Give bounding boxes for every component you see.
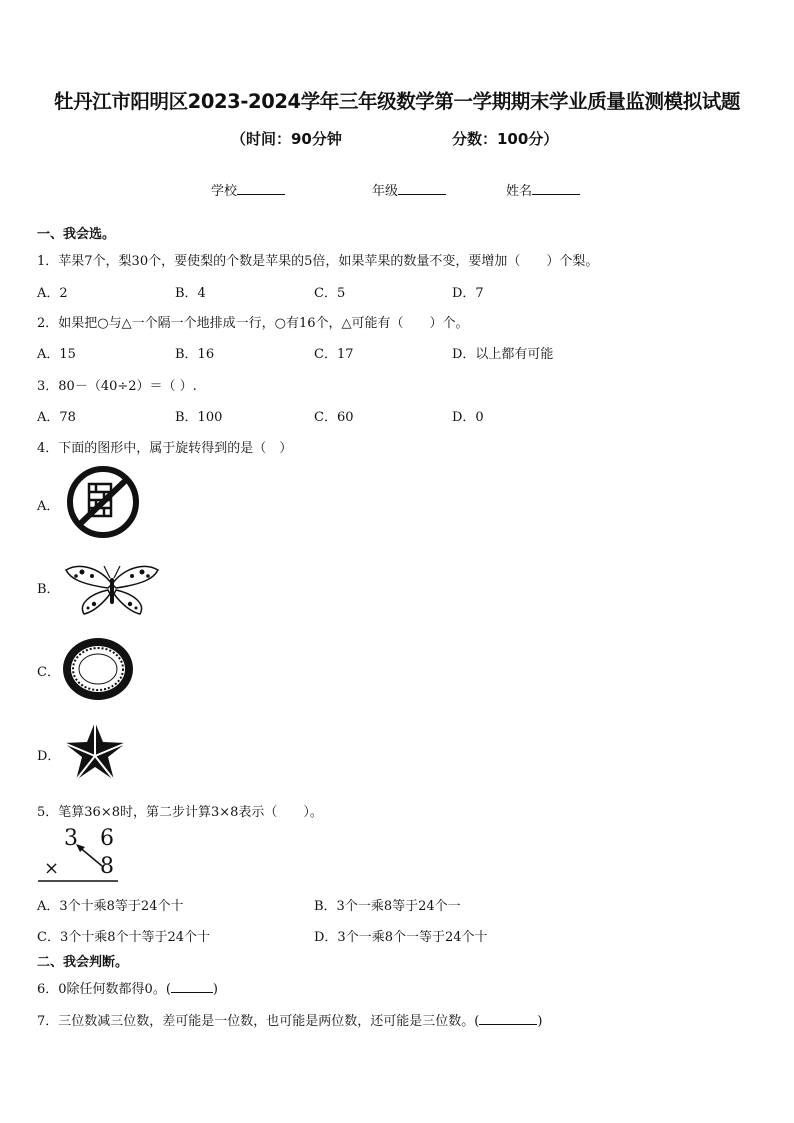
q3-option-d: D．0 bbox=[452, 410, 484, 425]
q7-close-paren: ) bbox=[537, 1014, 543, 1029]
q7-text: 7．三位数减三位数，差可能是一位数，也可能是两位数，还可能是三位数。( bbox=[37, 1014, 480, 1029]
q2-option-c: C．17 bbox=[314, 347, 354, 362]
vertical-multiplication bbox=[38, 828, 128, 884]
question-6 bbox=[37, 978, 218, 997]
calc-digit-8: 8 bbox=[100, 854, 114, 879]
question-3: 3．80－（40÷2）＝（ ）. bbox=[37, 379, 197, 394]
question-4: 4．下面的图形中，属于旋转得到的是（ ） bbox=[37, 441, 293, 456]
section-heading-judge: 二、我会判断。 bbox=[37, 955, 129, 970]
ring-figure bbox=[61, 636, 135, 702]
q5-option-c: C．3个十乘8个十等于24个十 bbox=[37, 930, 211, 945]
q6-text: 6．0除任何数都得0。( bbox=[37, 982, 171, 997]
section-heading-choice: 一、我会选。 bbox=[37, 227, 116, 242]
q3-option-a: A．78 bbox=[37, 410, 76, 425]
q4-label-c: C． bbox=[37, 665, 60, 680]
butterfly-figure bbox=[60, 556, 164, 618]
school-blank[interactable] bbox=[237, 181, 285, 195]
grade-field bbox=[372, 180, 446, 199]
q7-answer-blank[interactable] bbox=[479, 1011, 537, 1025]
q2-option-b: B．16 bbox=[175, 347, 215, 362]
calc-times-sign: × bbox=[44, 858, 60, 879]
page-title: 牡丹江市阳明区2023-2024学年三年级数学第一学期期末学业质量监测模拟试题 bbox=[53, 90, 741, 113]
calc-digit-6: 6 bbox=[100, 826, 114, 851]
q5-option-a: A．3个十乘8等于24个十 bbox=[37, 899, 184, 914]
q2-option-d: D．以上都有可能 bbox=[452, 347, 554, 362]
question-1: 1．苹果7个，梨30个，要使梨的个数是苹果的5倍，如果苹果的数量不变，要增加（ ）个梨。 bbox=[37, 254, 599, 269]
score-label: 分数：100分） bbox=[452, 130, 559, 148]
school-field bbox=[211, 180, 285, 199]
name-blank[interactable] bbox=[532, 181, 580, 195]
name-label: 姓名 bbox=[506, 184, 533, 199]
name-field bbox=[506, 180, 580, 199]
question-2: 2．如果把○与△一个隔一个地排成一行，○有16个，△可能有（ ）个。 bbox=[37, 316, 469, 331]
q1-option-d: D．7 bbox=[452, 286, 484, 301]
time-label: （时间：90分钟 bbox=[231, 130, 342, 148]
question-5: 5．笔算36×8时，第二步计算3×8表示（ ）。 bbox=[37, 805, 323, 820]
calc-arrow bbox=[38, 828, 128, 884]
q1-option-c: C．5 bbox=[314, 286, 346, 301]
q4-label-b: B． bbox=[37, 582, 60, 597]
q1-option-a: A．2 bbox=[37, 286, 68, 301]
q4-label-a: A． bbox=[37, 499, 60, 514]
q2-option-a: A．15 bbox=[37, 347, 76, 362]
q5-option-b: B．3个一乘8等于24个一 bbox=[314, 899, 461, 914]
school-label: 学校 bbox=[211, 184, 238, 199]
q6-answer-blank[interactable] bbox=[171, 979, 213, 993]
no-building-sign-figure bbox=[62, 464, 144, 540]
q4-label-d: D． bbox=[37, 749, 61, 764]
calc-digit-3: 3 bbox=[64, 826, 78, 851]
grade-label: 年级 bbox=[372, 184, 399, 199]
grade-blank[interactable] bbox=[398, 181, 446, 195]
q6-close-paren: ) bbox=[212, 982, 218, 997]
q1-option-b: B．4 bbox=[175, 286, 206, 301]
q5-option-d: D．3个一乘8个一等于24个十 bbox=[314, 930, 488, 945]
q3-option-b: B．100 bbox=[175, 410, 223, 425]
question-7 bbox=[37, 1010, 542, 1029]
q3-option-c: C．60 bbox=[314, 410, 354, 425]
star-figure bbox=[60, 718, 130, 784]
